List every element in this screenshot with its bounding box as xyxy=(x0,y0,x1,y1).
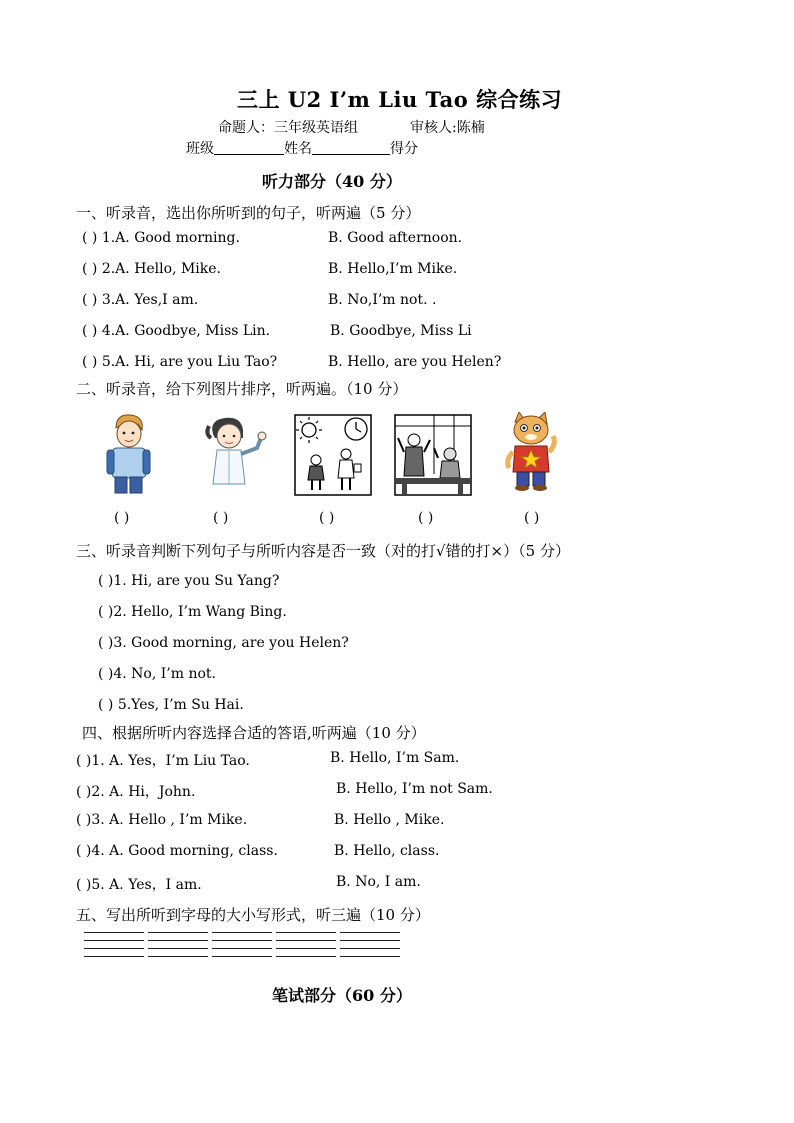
boy-picture xyxy=(102,412,154,498)
s2-answer-4[interactable]: ( ) xyxy=(418,510,434,526)
letter-writing-lines-1[interactable] xyxy=(84,932,144,964)
letter-writing-lines-2[interactable] xyxy=(148,932,208,964)
letter-writing-lines-3[interactable] xyxy=(212,932,272,964)
s3-item-3: ( )3. Good morning, are you Helen? xyxy=(98,635,349,651)
section1-heading: 一、听录音，选出你所听到的句子，听两遍（5 分） xyxy=(76,204,421,222)
classroom-picture xyxy=(394,414,472,496)
s2-answer-5[interactable]: ( ) xyxy=(524,510,540,526)
s2-answer-2[interactable]: ( ) xyxy=(213,510,229,526)
s2-answer-1[interactable]: ( ) xyxy=(114,510,130,526)
s1-b2: B. Hello,I’m Mike. xyxy=(328,261,458,277)
s3-item-2: ( )2. Hello, I’m Wang Bing. xyxy=(98,604,287,620)
letter-writing-lines-4[interactable] xyxy=(276,932,336,964)
writing-heading: 笔试部分（60 分） xyxy=(272,986,412,1005)
letter-writing-lines-5[interactable] xyxy=(340,932,400,964)
s1-q1: ( ) 1.A. Good morning. xyxy=(82,230,240,246)
s1-b1: B. Good afternoon. xyxy=(328,230,463,246)
s4-q5: ( )5. A. Yes，I am. xyxy=(76,877,202,893)
name-blank[interactable] xyxy=(312,154,390,155)
author-line: 命题人：三年级英语组 xyxy=(218,120,358,136)
morning-scene-picture xyxy=(294,414,372,496)
s3-item-5: ( ) 5.Yes, I’m Su Hai. xyxy=(98,697,244,713)
s3-item-1: ( )1. Hi, are you Su Yang? xyxy=(98,573,280,589)
s4-b2: B. Hello, I’m not Sam. xyxy=(336,781,493,797)
section4-heading: 四、根据所听内容选择合适的答语,听两遍（10 分） xyxy=(82,724,426,742)
name-label: 姓名 xyxy=(284,141,312,157)
s2-answer-3[interactable]: ( ) xyxy=(319,510,335,526)
listening-heading: 听力部分（40 分） xyxy=(262,172,402,191)
s3-item-4: ( )4. No, I’m not. xyxy=(98,666,216,682)
s4-b3: B. Hello , Mike. xyxy=(334,812,445,828)
s1-q4: ( ) 4.A. Goodbye, Miss Lin. xyxy=(82,323,271,339)
student-info-line xyxy=(186,138,418,158)
s4-q2: ( )2. A. Hi，John. xyxy=(76,784,196,800)
s1-q2: ( ) 2.A. Hello, Mike. xyxy=(82,261,222,277)
s4-q1: ( )1. A. Yes，I’m Liu Tao. xyxy=(76,753,250,769)
s4-q4: ( )4. A. Good morning, class. xyxy=(76,843,278,859)
s4-b5: B. No, I am. xyxy=(336,874,421,890)
cat-picture xyxy=(503,412,563,492)
section5-heading: 五、写出所听到字母的大小写形式，听三遍（10 分） xyxy=(76,906,430,924)
s1-b5: B. Hello, are you Helen? xyxy=(328,354,502,370)
class-blank[interactable] xyxy=(214,154,284,155)
s1-q3: ( ) 3.A. Yes,I am. xyxy=(82,292,199,308)
page-title: 三上 U2 I’m Liu Tao 综合练习 xyxy=(237,87,563,112)
s4-q3: ( )3. A. Hello , I’m Mike. xyxy=(76,812,248,828)
s4-b1: B. Hello, I’m Sam. xyxy=(330,750,460,766)
class-label: 班级 xyxy=(186,141,214,157)
reviewer-line: 审核人:陈楠 xyxy=(410,120,485,136)
s1-b3: B. No,I’m not. . xyxy=(328,292,437,308)
s1-q5: ( ) 5.A. Hi, are you Liu Tao? xyxy=(82,354,278,370)
section2-heading: 二、听录音，给下列图片排序，听两遍。（10 分） xyxy=(76,380,408,398)
s4-b4: B. Hello, class. xyxy=(334,843,440,859)
girl-picture xyxy=(203,412,275,488)
score-label: 得分 xyxy=(390,141,418,157)
section3-heading: 三、听录音判断下列句子与所听内容是否一致（对的打√错的打×）（5 分） xyxy=(76,542,570,560)
s1-b4: B. Goodbye, Miss Li xyxy=(330,323,472,339)
